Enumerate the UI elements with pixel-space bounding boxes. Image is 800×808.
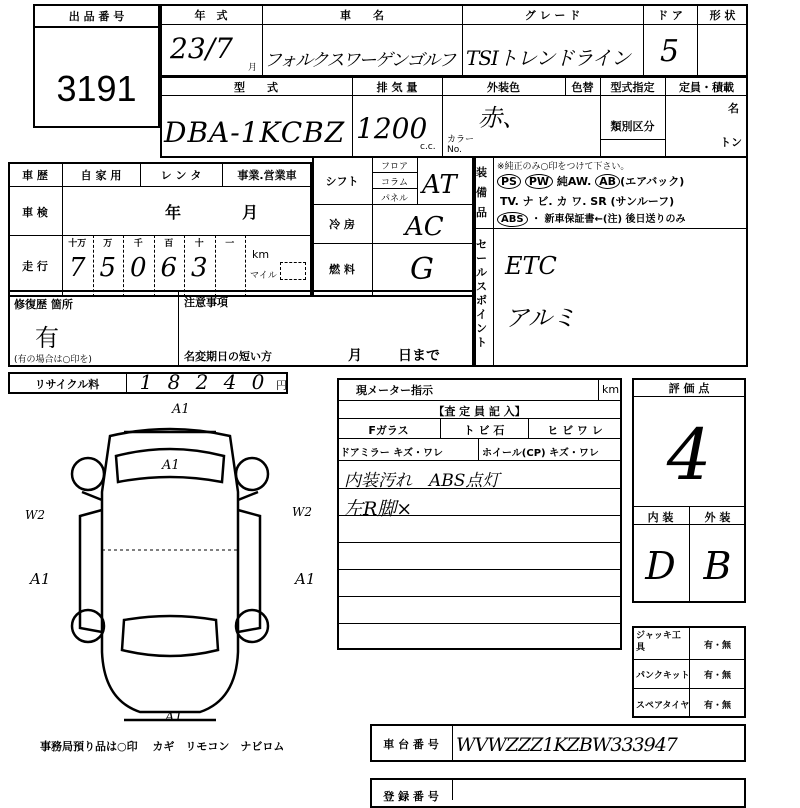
interior-value: D — [645, 544, 676, 588]
mirror-options: キズ・ワレ — [393, 448, 443, 459]
exterior-color-label: 外装色 — [487, 81, 520, 94]
history-label: 車 歴 — [22, 169, 48, 182]
jack-label: ジャッキ工具 — [636, 631, 681, 653]
ac-label: 冷 房 — [329, 218, 355, 231]
mark-a1-roof: A1 — [162, 458, 180, 473]
notes-label: 注意事項 — [184, 296, 228, 309]
mark-a1-top: A1 — [172, 402, 190, 417]
type-designation-label: 型式指定 — [610, 81, 655, 94]
shift-column: コラム — [381, 178, 408, 188]
recycle-digit: 1 — [139, 370, 153, 394]
recycle-digit: 0 — [251, 370, 265, 394]
mileage-digit: 3 — [190, 253, 208, 283]
vehicle-diagram — [0, 400, 340, 740]
shape-label: 形 状 — [709, 9, 736, 22]
abs-option: ABS — [497, 212, 528, 227]
exterior-label: 外 装 — [704, 511, 731, 524]
chassis-label: 車 台 番 号 — [383, 738, 439, 751]
year-value: 23/7 — [170, 32, 233, 65]
unit-ton: トン — [720, 136, 742, 149]
mark-a1-bottom: A1 — [165, 710, 183, 725]
equipment-line2: TV. ナ ビ. カ ワ. SR (サンルーフ) — [500, 195, 675, 208]
mirror-label — [340, 444, 443, 459]
wheel-options: キズ・ワレ — [549, 448, 599, 459]
shift-value: AT — [422, 170, 457, 200]
mileage-unit-label: 十万 — [68, 239, 87, 249]
displacement-value: 1200 — [356, 112, 428, 145]
private-use: 自 家 用 — [80, 169, 122, 182]
mirror-text: ドアミラー — [340, 448, 390, 459]
mileage-unit-label: 一 — [225, 239, 235, 249]
color-change-label: 色替 — [571, 81, 594, 94]
pw-option: PW — [525, 174, 553, 189]
repair-note: (有の場合は○印を) — [14, 355, 92, 365]
glass-label: Fガラス — [368, 424, 409, 437]
puncture-value: 有・無 — [703, 671, 731, 681]
warranty-text: ・ 新車保証書←(注) 後日送りのみ — [531, 214, 686, 225]
mileage-unit-label: 百 — [164, 239, 174, 249]
class-label: 類別区分 — [610, 120, 655, 133]
ac-value: AC — [405, 212, 444, 242]
sales-point-2: アルミ — [505, 304, 577, 332]
yen-label: 円 — [276, 379, 287, 392]
grade-label: グ レ ー ド — [524, 9, 581, 22]
exterior-value: B — [703, 544, 732, 588]
grade-value: TSIトレンドライン — [466, 46, 630, 70]
chip-label: ト ビ 石 — [463, 424, 505, 437]
meter-unit: km — [602, 383, 620, 396]
repair-value: 有 — [35, 324, 59, 352]
mark-a1-right: A1 — [295, 570, 316, 588]
puncture-label: パンクキット — [636, 671, 690, 681]
make-label: 車 名 — [340, 9, 384, 22]
shift-floor: フロア — [380, 162, 408, 172]
wheel-text: ホイール(CP) — [482, 448, 546, 459]
inspection-comment-2: 左R脚× — [344, 498, 413, 520]
fuel-value: G — [410, 252, 434, 287]
mark-a1-left: A1 — [30, 570, 51, 588]
shift-label: シフト — [325, 175, 359, 188]
listing-number: 3191 — [56, 68, 137, 109]
shift-panel: パネル — [380, 194, 408, 204]
spare-value: 有・無 — [703, 701, 731, 711]
km-label: km — [252, 248, 270, 261]
recycle-digit: 8 — [167, 370, 181, 394]
unit-people: 名 — [728, 102, 739, 115]
sales-points-label: セールスポイント — [476, 238, 487, 349]
crack-label: ヒ ビ ワ レ — [547, 424, 603, 437]
airbag-text: (エアバック) — [620, 175, 685, 188]
listing-label: 出 品 番 号 — [68, 10, 125, 23]
shaken-label: 車 検 — [22, 206, 48, 219]
recycle-label: リサイクル料 — [34, 378, 100, 391]
jack-value: 有・無 — [703, 641, 731, 651]
cc-label: c.c. — [420, 142, 436, 152]
recycle-digit: 2 — [195, 370, 209, 394]
capacity-label: 定員・積載 — [679, 81, 734, 94]
ab-option: AB — [595, 174, 620, 189]
color-no-label: カラー No. — [447, 135, 475, 155]
rental-use: レ ン タ — [160, 169, 202, 182]
name-change-month: 月 — [348, 348, 362, 364]
inspection-comment-1: 内装汚れ ABS点灯 — [344, 471, 500, 491]
mile-label: マイル — [250, 271, 277, 281]
ps-option: PS — [497, 174, 521, 189]
shaken-month: 月 — [242, 203, 259, 222]
mileage-unit-label: 万 — [103, 239, 113, 249]
fuel-label: 燃 料 — [329, 263, 355, 276]
mileage-digit: 7 — [68, 253, 86, 283]
chassis-value: WVWZZZ1KZBW333947 — [456, 734, 677, 756]
score-value: 4 — [666, 414, 712, 496]
doors-value: 5 — [660, 34, 680, 69]
name-change-label: 名変期日の短い方 — [184, 350, 272, 363]
displacement-label: 排 気 量 — [376, 81, 418, 94]
exterior-color-value: 赤、 — [478, 104, 526, 132]
repair-label: 修復歴 箇所 — [14, 298, 73, 311]
mileage-digit: 6 — [160, 253, 178, 283]
make-value: フォルクスワーゲンゴルフ — [264, 50, 455, 71]
business-use: 事業.営業車 — [237, 169, 297, 182]
equipment-line3 — [497, 210, 686, 227]
equipment-line1 — [497, 173, 684, 189]
name-change-until: 日まで — [398, 348, 440, 364]
mileage-unit-label: 十 — [194, 239, 204, 249]
reg-number-label: 登 録 番 号 — [383, 790, 439, 803]
mileage-digit: 0 — [129, 253, 147, 283]
sales-point-1: ETC — [505, 252, 557, 280]
inspector-label: 【査 定 員 記 入】 — [433, 405, 526, 418]
mileage-label: 走 行 — [22, 260, 48, 273]
wheel-label — [482, 444, 599, 459]
year-label: 年 式 — [194, 9, 228, 22]
office-items: 事務局預り品は○印 カギ リモコン ナビロム — [40, 740, 285, 753]
mark-w2-left: W2 — [25, 508, 45, 522]
aw-option: 純AW. — [556, 175, 592, 188]
equipment-label: 装備品 — [476, 166, 487, 219]
meter-label: 現メーター指示 — [356, 384, 433, 397]
shaken-year: 年 — [165, 203, 182, 222]
mile-box — [280, 262, 306, 280]
doors-label: ド ア — [657, 9, 683, 22]
mileage-digit: 5 — [99, 253, 117, 283]
recycle-digit: 4 — [223, 370, 237, 394]
score-label: 評 価 点 — [668, 382, 710, 395]
model-value: DBA-1KCBZ — [164, 116, 346, 149]
spare-label: スペアタイヤ — [636, 701, 690, 711]
month-suffix: 月 — [248, 63, 258, 73]
interior-label: 内 装 — [647, 511, 674, 524]
mark-w2-right: W2 — [292, 505, 312, 519]
mileage-unit-label: 千 — [133, 239, 143, 249]
equipment-note: ※純正のみ○印をつけて下さい。 — [497, 162, 630, 172]
model-label: 型 式 — [234, 81, 278, 94]
